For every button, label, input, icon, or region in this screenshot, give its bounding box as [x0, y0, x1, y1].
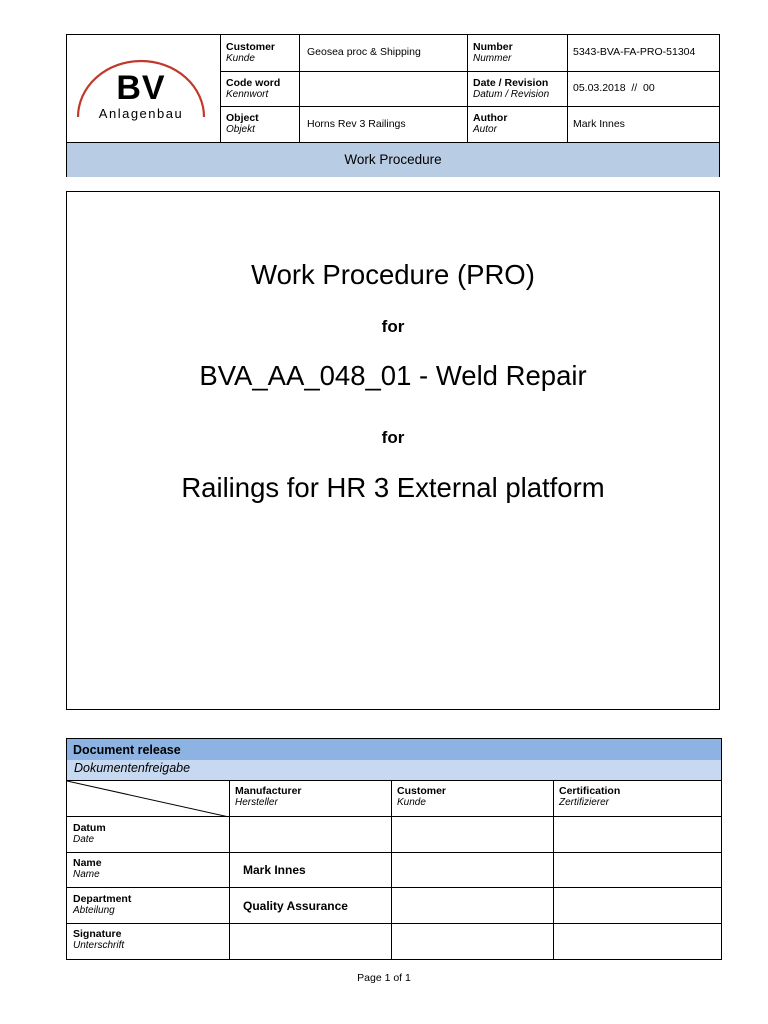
date-label: Date / Revision — [473, 77, 549, 89]
codeword-label-de: Kennwort — [226, 89, 269, 100]
page-number: Page 1 of 1 — [357, 972, 411, 984]
title-box — [66, 191, 720, 710]
col-certification-label-de: Zertifizierer — [559, 797, 610, 808]
table-row — [73, 893, 131, 917]
date-label-de: Datum / Revision — [473, 89, 550, 100]
release-heading: Document release — [73, 743, 181, 757]
object-label: Object — [226, 112, 259, 124]
col-customer-label: Customer — [397, 785, 447, 797]
row-label: Name — [73, 857, 102, 869]
author-label: Author — [473, 112, 508, 124]
object-value: Horns Rev 3 Railings — [307, 118, 406, 130]
title-line-3: Railings for HR 3 External platform — [181, 472, 605, 503]
number-label: Number — [473, 41, 513, 53]
col-manufacturer-label-de: Hersteller — [235, 797, 278, 808]
work-procedure-band: Work Procedure — [67, 142, 719, 177]
number-value: 5343-BVA-FA-PRO-51304 — [573, 46, 696, 58]
customer-label: Customer — [226, 41, 276, 53]
col-manufacturer-label: Manufacturer — [235, 785, 302, 797]
title-for-1: for — [381, 317, 405, 336]
header-table — [66, 34, 720, 177]
col-certification-label: Certification — [559, 785, 621, 797]
document-release-table — [66, 738, 722, 960]
company-logo — [71, 53, 211, 125]
name-manufacturer-value: Mark Innes — [243, 863, 306, 877]
logo-subtitle: Anlagenbau — [98, 106, 184, 121]
row-label: Signature — [73, 928, 122, 940]
col-customer-label-de: Kunde — [397, 797, 426, 808]
logo-brand: BV — [116, 69, 166, 107]
row-label: Department — [73, 893, 132, 905]
row-label-de: Abteilung — [73, 905, 115, 916]
author-value: Mark Innes — [573, 118, 625, 130]
table-row — [73, 822, 106, 846]
release-heading-de: Dokumentenfreigabe — [74, 761, 191, 775]
table-row — [73, 857, 102, 881]
customer-label-de: Kunde — [226, 53, 255, 64]
codeword-label: Code word — [226, 77, 281, 89]
row-label-de: Unterschrift — [73, 940, 125, 951]
date-value: 05.03.2018 // 00 — [573, 82, 655, 94]
table-row — [73, 928, 124, 952]
object-label-de: Objekt — [226, 124, 255, 135]
row-label: Datum — [73, 822, 106, 834]
customer-value: Geosea proc & Shipping — [307, 46, 421, 58]
number-label-de: Nummer — [473, 53, 512, 64]
title-for-2: for — [381, 428, 405, 447]
row-label-de: Name — [73, 869, 100, 880]
title-line-2: BVA_AA_048_01 - Weld Repair — [199, 360, 587, 391]
department-manufacturer-value: Quality Assurance — [243, 899, 348, 913]
row-label-de: Date — [73, 834, 95, 845]
author-label-de: Autor — [473, 124, 497, 135]
corner-diagonal — [67, 781, 229, 817]
title-line-1: Work Procedure (PRO) — [251, 259, 535, 290]
